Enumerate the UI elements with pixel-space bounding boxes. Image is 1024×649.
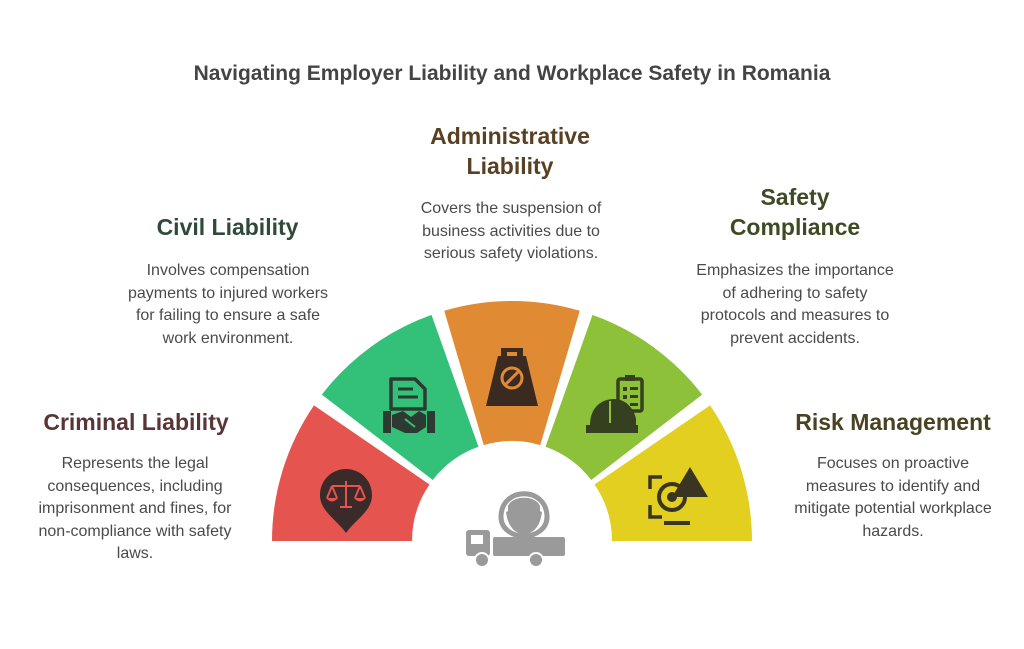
administrative-liability-heading: Administrative Liability xyxy=(430,123,590,179)
civil-liability-heading: Civil Liability xyxy=(156,214,299,240)
safety-compliance-heading: Safety Compliance xyxy=(729,184,861,240)
civil-liability-description: Involves compensation payments to injured workers for failing to ensure a safe work environment. xyxy=(127,262,329,347)
criminal-liability-description: Represents the legal consequences, including imprisonment and fines, for non-compliance with safety laws. xyxy=(38,455,232,562)
masked-truck-icon xyxy=(466,494,565,568)
page-title: Navigating Employer Liability and Workplace Safety in Romania xyxy=(193,62,831,85)
risk-management-description: Focuses on proactive measures to identify and mitigate potential workplace hazards. xyxy=(794,455,992,540)
risk-management-heading: Risk Management xyxy=(795,409,991,435)
criminal-liability-heading: Criminal Liability xyxy=(43,409,229,435)
administrative-liability-description: Covers the suspension of business activities due to serious safety violations. xyxy=(420,200,602,262)
safety-compliance-description: Emphasizes the importance of adhering to safety protocols and measures to prevent accidents. xyxy=(696,262,894,347)
